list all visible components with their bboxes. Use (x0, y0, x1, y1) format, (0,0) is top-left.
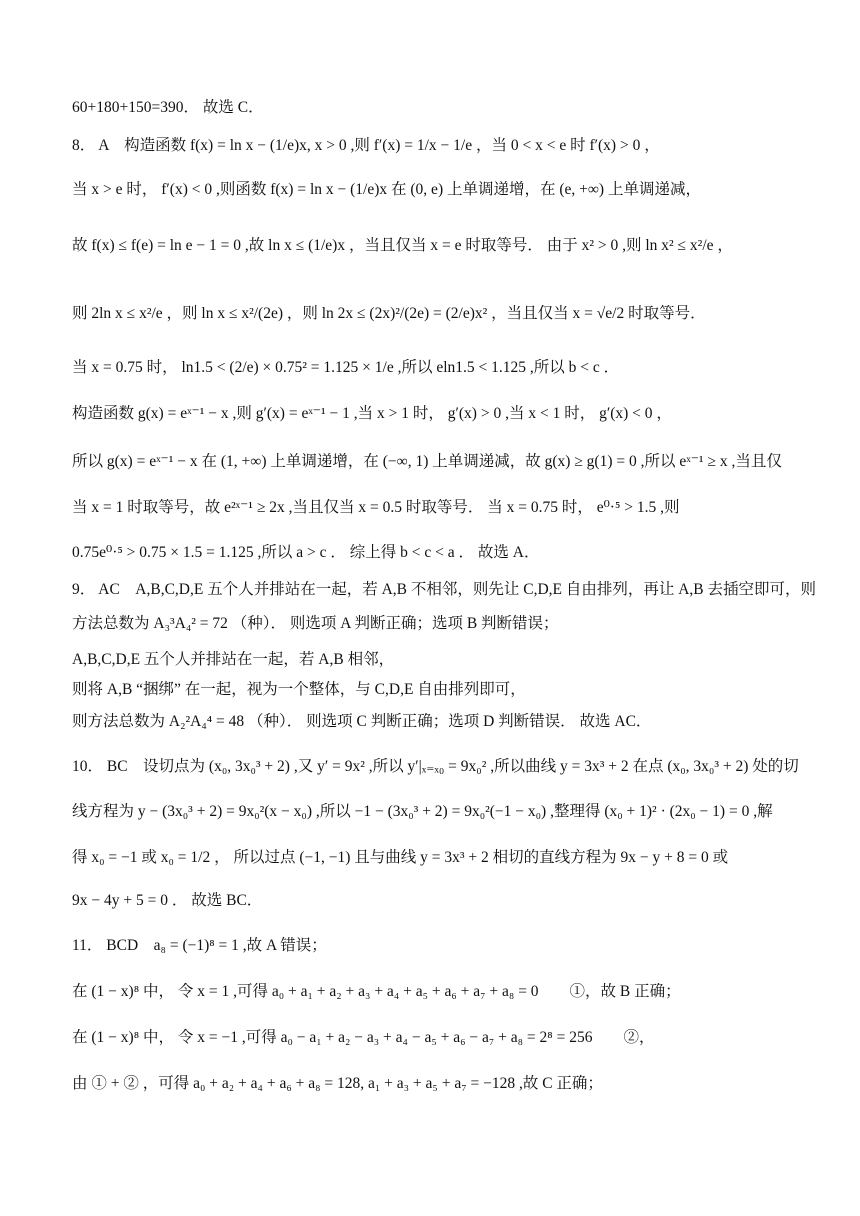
text-line: 9． AC A,B,C,D,E 五个人并排站在一起，若 A,B 不相邻，则先让 C,D,E 自由排列，再让 A,B 去插空即可，则 (72, 581, 817, 598)
text-line: 当 x > e 时， f′(x) < 0 ,则函数 f(x) = ln x − (1/e)x 在 (0, e) 上单调递增，在 (e, +∞) 上单调递减， (72, 181, 701, 198)
text-line: A,B,C,D,E 五个人并排站在一起，若 A,B 相邻， (72, 651, 395, 668)
text-line: 9x − 4y + 5 = 0 ． 故选 BC． (72, 892, 263, 909)
text-line: 当 x = 1 时取等号，故 e²ˣ⁻¹ ≥ 2x ,当且仅当 x = 0.5 时取等号． 当 x = 0.75 时， e⁰·⁵ > 1.5 ,则 (72, 499, 680, 516)
text-line: 在 (1 − x)⁸ 中， 令 x = 1 ,可得 a₀ + a₁ + a₂ + a₃ + a₄ + a₅ + a₆ + a₇ + a₈ = 0 ①，故 B 正确； (72, 983, 681, 1000)
text-line: 线方程为 y − (3x₀³ + 2) = 9x₀²(x − x₀) ,所以 −1 − (3x₀³ + 2) = 9x₀²(−1 − x₀) ,整理得 (x₀ + 1)² · (2x₀ − 1) = 0 ,解 (72, 803, 773, 820)
text-line: 得 x₀ = −1 或 x₀ = 1/2 ， 所以过点 (−1, −1) 且与曲线 y = 3x³ + 2 相切的直线方程为 9x − y + 8 = 0 或 (72, 849, 729, 866)
text-line: 10． BC 设切点为 (x₀, 3x₀³ + 2) ,又 y′ = 9x² ,所以 y′|ₓ₌ₓ₀ = 9x₀² ,所以曲线 y = 3x³ + 2 在点 (x₀, 3x₀³ + 2) 处的切 (72, 758, 799, 775)
text-line: 方法总数为 A₃³A₄² = 72 （种）． 则选项 A 判断正确；选项 B 判断错误； (72, 615, 559, 632)
text-line: 0.75e⁰·⁵ > 0.75 × 1.5 = 1.125 ,所以 a > c ． 综上得 b < c < a ． 故选 A． (72, 544, 540, 561)
text-line: 所以 g(x) = eˣ⁻¹ − x 在 (1, +∞) 上单调递增，在 (−∞, 1) 上单调递减，故 g(x) ≥ g(1) = 0 ,所以 eˣ⁻¹ ≥ x ,当且仅 (72, 453, 782, 470)
text-line: 则将 A,B “捆绑” 在一起，视为一个整体，与 C,D,E 自由排列即可， (72, 681, 526, 698)
text-line: 8． A 构造函数 f(x) = ln x − (1/e)x, x > 0 ,则 f′(x) = 1/x − 1/e ，当 0 < x < e 时 f′(x) > 0 ， (72, 137, 660, 154)
text-line: 11． BCD a₈ = (−1)⁸ = 1 ,故 A 错误； (72, 937, 327, 954)
text-line: 60+180+150=390． 故选 C． (72, 99, 264, 116)
text-line: 由 ① + ② ，可得 a₀ + a₂ + a₄ + a₆ + a₈ = 128, a₁ + a₃ + a₅ + a₇ = −128 ,故 C 正确； (72, 1075, 603, 1092)
text-line: 构造函数 g(x) = eˣ⁻¹ − x ,则 g′(x) = eˣ⁻¹ − 1 ,当 x > 1 时， g′(x) > 0 ,当 x < 1 时， g′(x) < 0 ， (72, 405, 672, 422)
text-line: 故 f(x) ≤ f(e) = ln e − 1 = 0 ,故 ln x ≤ (1/e)x ，当且仅当 x = e 时取等号． 由于 x² > 0 ,则 ln x² ≤ x²/e ， (72, 237, 733, 254)
text-line: 当 x = 0.75 时， ln1.5 < (2/e) × 0.75² = 1.125 × 1/e ,所以 eln1.5 < 1.125 ,所以 b < c ． (72, 359, 620, 376)
text-line: 在 (1 − x)⁸ 中， 令 x = −1 ,可得 a₀ − a₁ + a₂ − a₃ + a₄ − a₅ + a₆ − a₇ + a₈ = 2⁸ = 256 ②， (72, 1029, 655, 1046)
text-line: 则方法总数为 A₂²A₄⁴ = 48 （种）． 则选项 C 判断正确；选项 D 判断错误． 故选 AC． (72, 713, 652, 730)
text-line: 则 2ln x ≤ x²/e ，则 ln x ≤ x²/(2e) ，则 ln 2x ≤ (2x)²/(2e) = (2/e)x² ，当且仅当 x = √e/2 时取等号． (72, 305, 706, 322)
